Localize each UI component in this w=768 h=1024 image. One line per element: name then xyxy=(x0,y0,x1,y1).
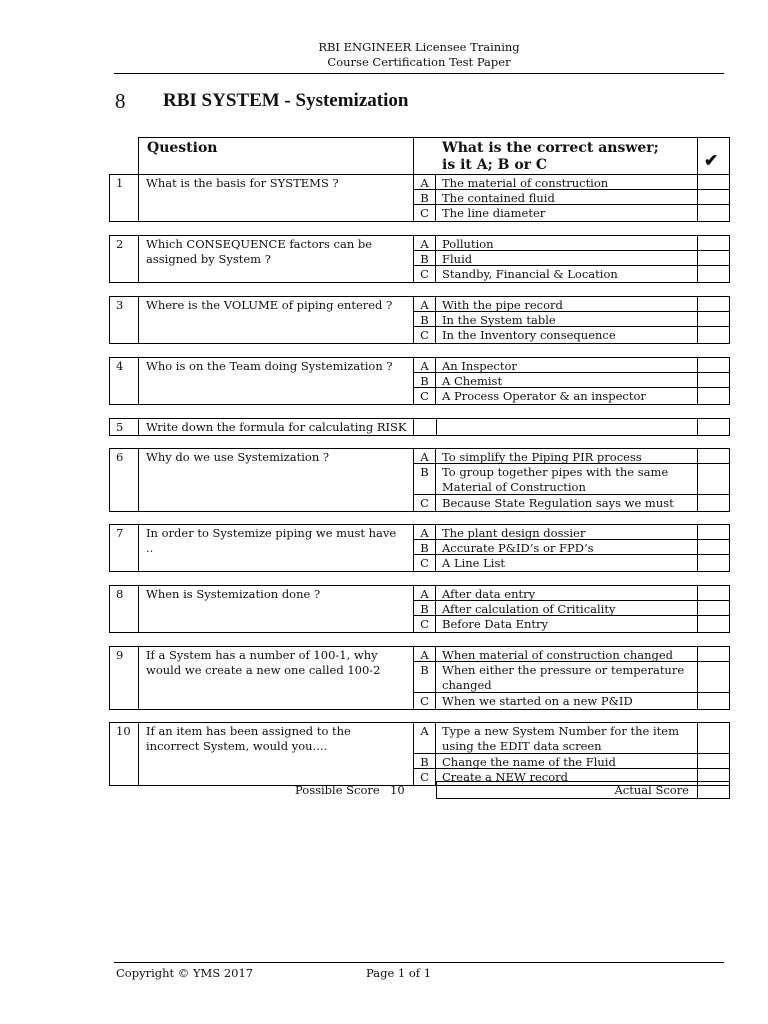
section-title: RBI SYSTEM - Systemization xyxy=(163,90,409,111)
question-number: 6 xyxy=(110,449,139,511)
option-letter: A xyxy=(414,297,436,311)
question-text: If an item has been assigned to the incorrect System, would you.... xyxy=(139,723,414,785)
answer-option[interactable] xyxy=(414,175,729,190)
question-block xyxy=(109,418,730,436)
answer-option[interactable] xyxy=(414,555,729,571)
header-rule xyxy=(114,73,724,74)
option-text: Type a new System Number for the item using the EDIT data screen xyxy=(436,723,698,754)
answer-options xyxy=(414,297,729,343)
option-letter: A xyxy=(414,175,436,189)
question-block xyxy=(109,296,730,344)
answer-option[interactable] xyxy=(414,495,729,511)
answer-options xyxy=(414,175,729,221)
question-number: 3 xyxy=(110,297,139,343)
question-number: 9 xyxy=(110,647,139,709)
option-letter: B xyxy=(414,464,436,494)
header-line-2: Course Certification Test Paper xyxy=(327,55,511,69)
possible-score-value: 10 xyxy=(390,783,405,797)
answer-option[interactable] xyxy=(414,358,729,373)
option-text: Before Data Entry xyxy=(436,616,698,632)
question-block xyxy=(109,357,730,405)
option-letter: C xyxy=(414,205,436,221)
answer-option[interactable] xyxy=(414,525,729,540)
answer-option[interactable] xyxy=(414,449,729,464)
option-text: An Inspector xyxy=(436,358,698,373)
question-text: Where is the VOLUME of piping entered ? xyxy=(139,297,414,343)
option-letter: C xyxy=(414,769,436,785)
question-block xyxy=(109,722,730,786)
option-text: In the Inventory consequence xyxy=(436,327,698,343)
question-number: 7 xyxy=(110,525,139,571)
question-block xyxy=(109,448,730,512)
option-letter: C xyxy=(414,388,436,404)
answer-option[interactable] xyxy=(414,540,729,555)
question-text: If a System has a number of 100-1, why would we create a new one called 100-2 xyxy=(139,647,414,709)
option-letter: A xyxy=(414,358,436,372)
question-block xyxy=(109,235,730,283)
question-block xyxy=(109,585,730,633)
header-line-1: RBI ENGINEER Licensee Training xyxy=(318,40,520,54)
answer-options xyxy=(414,647,729,709)
answer-options xyxy=(414,586,729,632)
option-letter: C xyxy=(414,327,436,343)
question-block xyxy=(109,174,730,222)
option-letter: B xyxy=(414,662,436,692)
answer-option[interactable] xyxy=(414,312,729,327)
option-text: In the System table xyxy=(436,312,698,327)
answer-options xyxy=(414,358,729,404)
option-text: After data entry xyxy=(436,586,698,601)
answer-option[interactable] xyxy=(414,464,729,495)
option-text: After calculation of Criticality xyxy=(436,601,698,616)
option-text: Accurate P&ID’s or FPD’s xyxy=(436,540,698,555)
question-number: 4 xyxy=(110,358,139,404)
answer-options xyxy=(414,449,729,511)
option-letter: B xyxy=(414,251,436,265)
answer-write-area[interactable] xyxy=(436,419,698,435)
option-text: When either the pressure or temperature changed xyxy=(436,662,698,693)
question-text: In order to Systemize piping we must have .. xyxy=(139,525,414,571)
question-text: Who is on the Team doing Systemization ? xyxy=(139,358,414,404)
option-text: A Chemist xyxy=(436,373,698,388)
option-letter: C xyxy=(414,693,436,709)
option-letter: A xyxy=(414,647,436,661)
actual-score-label-cell xyxy=(437,782,698,798)
question-text: Which CONSEQUENCE factors can be assigned by System ? xyxy=(139,236,414,282)
option-letter: B xyxy=(414,312,436,326)
document-header xyxy=(114,40,724,70)
option-text: To simplify the Piping PIR process xyxy=(436,449,698,464)
answer-option[interactable] xyxy=(414,251,729,266)
option-text: Standby, Financial & Location xyxy=(436,266,698,282)
answer-option[interactable] xyxy=(414,616,729,632)
answer-header-line-2: is it A; B or C xyxy=(442,157,548,173)
question-number: 8 xyxy=(110,586,139,632)
option-text: When we started on a new P&ID xyxy=(436,693,698,709)
check-header-cell xyxy=(698,138,729,174)
answer-option[interactable] xyxy=(414,754,729,769)
answer-option[interactable] xyxy=(414,388,729,404)
option-letter: B xyxy=(414,373,436,387)
option-text: Create a NEW record xyxy=(436,769,698,785)
question-header: Question xyxy=(147,140,218,156)
option-text: The plant design dossier xyxy=(436,525,698,540)
option-text: The material of construction xyxy=(436,175,698,190)
option-letter: A xyxy=(414,723,436,753)
section-number: 8 xyxy=(115,89,126,113)
option-text: The contained fluid xyxy=(436,190,698,205)
question-block xyxy=(109,646,730,710)
header-spacer xyxy=(414,138,436,174)
option-letter: C xyxy=(414,555,436,571)
answer-option[interactable] xyxy=(414,266,729,282)
answer-option[interactable] xyxy=(414,373,729,388)
option-text: A Line List xyxy=(436,555,698,571)
option-text: Fluid xyxy=(436,251,698,266)
footer-rule xyxy=(114,962,724,963)
question-number: 1 xyxy=(110,175,139,221)
question-number: 5 xyxy=(110,419,139,435)
option-letter: C xyxy=(414,266,436,282)
answer-option[interactable] xyxy=(414,190,729,205)
answer-option[interactable] xyxy=(414,693,729,709)
answer-option[interactable] xyxy=(414,327,729,343)
answer-option[interactable] xyxy=(414,297,729,312)
checkmark-icon: ✔ xyxy=(704,151,719,171)
answer-option[interactable] xyxy=(414,601,729,616)
answer-option[interactable] xyxy=(414,236,729,251)
answer-field[interactable] xyxy=(414,419,729,435)
answer-option[interactable] xyxy=(414,662,729,693)
option-text: When material of construction changed xyxy=(436,647,698,662)
question-text: What is the basis for SYSTEMS ? xyxy=(139,175,414,221)
question-block xyxy=(109,524,730,572)
answer-options xyxy=(414,525,729,571)
actual-score-box xyxy=(436,781,730,799)
footer-copyright: Copyright © YMS 2017 xyxy=(116,966,254,980)
option-text: To group together pipes with the same Material of Construction xyxy=(436,464,698,495)
answer-option[interactable] xyxy=(414,723,729,754)
option-letter: C xyxy=(414,616,436,632)
question-text: Write down the formula for calculating RISK xyxy=(139,419,414,435)
question-text: Why do we use Systemization ? xyxy=(139,449,414,511)
option-letter: B xyxy=(414,190,436,204)
answer-options xyxy=(414,723,729,785)
option-letter: C xyxy=(414,495,436,511)
answer-header-line-1: What is the correct answer; xyxy=(442,140,659,156)
answer-option[interactable] xyxy=(414,647,729,662)
option-letter: B xyxy=(414,754,436,768)
answer-header-cell xyxy=(436,138,698,174)
question-header-cell xyxy=(139,138,414,174)
actual-score-label: Actual Score xyxy=(614,783,689,797)
option-text: Because State Regulation says we must xyxy=(436,495,698,511)
possible-score-label: Possible Score xyxy=(295,783,380,797)
option-letter: A xyxy=(414,586,436,600)
option-text: The line diameter xyxy=(436,205,698,221)
option-letter: B xyxy=(414,601,436,615)
option-letter: A xyxy=(414,236,436,250)
answer-option[interactable] xyxy=(414,205,729,221)
option-text: Pollution xyxy=(436,236,698,251)
option-text: With the pipe record xyxy=(436,297,698,312)
answer-option[interactable] xyxy=(414,586,729,601)
option-letter: B xyxy=(414,540,436,554)
question-number: 10 xyxy=(110,723,139,785)
answer-options xyxy=(414,236,729,282)
option-text: Change the name of the Fluid xyxy=(436,754,698,769)
option-letter: A xyxy=(414,525,436,539)
table-header xyxy=(138,137,730,175)
option-text: A Process Operator & an inspector xyxy=(436,388,698,404)
option-letter: A xyxy=(414,449,436,463)
footer-page-number: Page 1 of 1 xyxy=(366,966,432,980)
question-text: When is Systemization done ? xyxy=(139,586,414,632)
question-number: 2 xyxy=(110,236,139,282)
